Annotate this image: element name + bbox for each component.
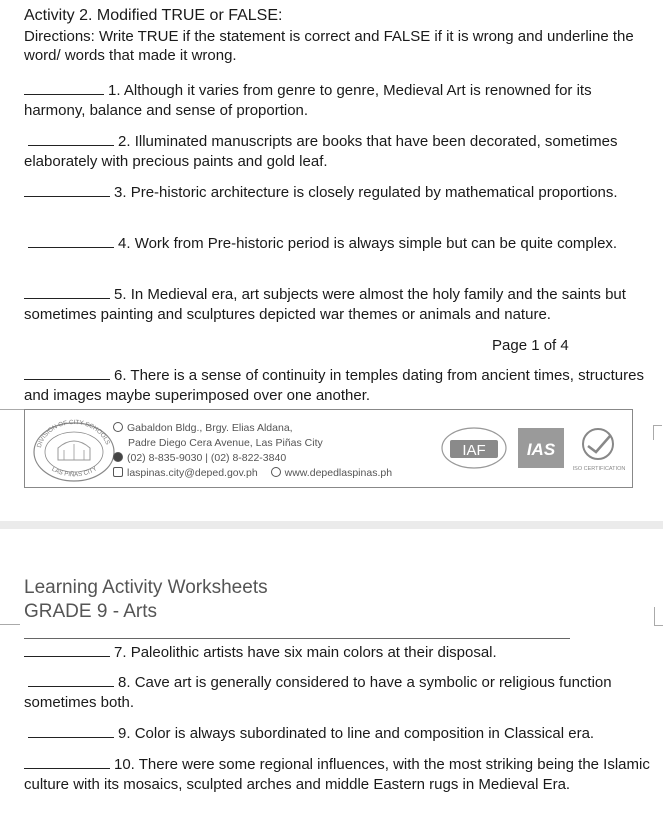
item-text: Pre-historic architecture is closely regulated by mathematical proportions. [130, 184, 618, 201]
item-text: There were some regional influences, with the most striking being the Islamic culture with its mosaics, sculpted arches and middle Eastern rugs in Medieval Era. [24, 756, 650, 793]
item-number: 6. [114, 367, 127, 384]
header-rule [24, 638, 570, 639]
contact-address [113, 421, 392, 481]
answer-blank[interactable] [24, 297, 110, 299]
address-line-1: Gabaldon Bldg., Brgy. Elias Aldana, [127, 422, 293, 434]
item-number: 5. [114, 286, 127, 303]
answer-blank[interactable] [24, 655, 110, 657]
item-text: Paleolithic artists have six main colors at their disposal. [130, 644, 497, 661]
question-item-3 [24, 183, 656, 203]
email-icon [113, 467, 123, 477]
iaf-badge [442, 428, 506, 468]
page-break [0, 521, 663, 529]
item-number: 10. [114, 756, 135, 773]
answer-blank[interactable] [28, 246, 114, 248]
page-number: Page 1 of 4 [492, 337, 569, 354]
item-number: 7. [114, 644, 127, 661]
footer-divider-right [653, 425, 662, 440]
header-divider-right [654, 607, 663, 626]
address-line-2: Padre Diego Cera Avenue, Las Piñas City [128, 437, 323, 449]
question-item-5 [24, 285, 656, 325]
directions-text: Write TRUE if the statement is correct and FALSE if it is wrong and underline the word/ words that made it wrong. [24, 28, 634, 64]
activity-title [24, 7, 282, 25]
answer-blank[interactable] [28, 736, 114, 738]
question-item-8 [24, 673, 656, 713]
iso-text: ISO CERTIFICATION [572, 466, 626, 472]
item-number: 1. [108, 82, 121, 99]
answer-blank[interactable] [24, 93, 104, 95]
division-seal-logo [30, 414, 118, 482]
question-item-9 [24, 724, 656, 744]
answer-blank[interactable] [24, 195, 110, 197]
grade-subject: GRADE 9 - Arts [24, 601, 158, 622]
iso-badge [573, 429, 626, 472]
item-text: Illuminated manuscripts are books that have been decorated, sometimes elaborately with precious paints and gold leaf. [24, 133, 618, 170]
item-text: There is a sense of continuity in temples dating from ancient times, structures and images maybe superimposed over one another. [24, 367, 644, 404]
certification-badges [440, 422, 630, 478]
email-address[interactable]: laspinas.city@deped.gov.ph [127, 467, 258, 479]
question-item-4 [24, 234, 656, 254]
activity-title-label: Activity 2. [24, 7, 93, 24]
answer-blank[interactable] [24, 378, 110, 380]
item-number: 3. [114, 184, 127, 201]
activity-title-text: Modified TRUE or FALSE: [92, 7, 283, 24]
item-number: 2. [118, 133, 131, 150]
seal-text-bottom: LAS PIÑAS CITY [50, 465, 99, 479]
globe-icon [271, 467, 281, 477]
question-item-2 [24, 132, 656, 172]
location-icon [113, 422, 123, 432]
question-item-6 [24, 366, 656, 406]
item-number: 9. [118, 725, 131, 742]
item-text: In Medieval era, art subjects were almost the holy family and the saints but sometimes painting and sculptures depicted war themes or animals and nature. [24, 286, 626, 323]
answer-blank[interactable] [28, 685, 114, 687]
phone-icon [113, 452, 123, 462]
question-item-1 [24, 81, 656, 121]
worksheet-title: Learning Activity Worksheets [24, 577, 268, 598]
iaf-text: IAF [462, 442, 486, 459]
ias-badge [518, 428, 564, 468]
question-item-7 [24, 643, 656, 663]
website-link[interactable]: www.depedlaspinas.ph [284, 467, 393, 479]
ias-text: IAS [526, 440, 556, 459]
question-item-10 [24, 755, 656, 795]
item-text: Although it varies from genre to genre, Medieval Art is renowned for its harmony, balance and sense of proportion. [24, 82, 592, 119]
item-number: 4. [118, 235, 131, 252]
header-divider-left [0, 624, 20, 625]
footer-divider-left [0, 409, 24, 410]
directions [24, 27, 659, 65]
item-text: Color is always subordinated to line and composition in Classical era. [134, 725, 595, 742]
answer-blank[interactable] [28, 144, 114, 146]
directions-label: Directions: [24, 28, 95, 45]
item-text: Work from Pre-historic period is always simple but can be quite complex. [134, 235, 618, 252]
seal-text-top: DIVISION OF CITY SCHOOLS [35, 418, 112, 449]
item-number: 8. [118, 674, 131, 691]
phone-numbers: (02) 8-835-9030 | (02) 8-822-3840 [127, 452, 287, 464]
answer-blank[interactable] [24, 767, 110, 769]
item-text: Cave art is generally considered to have a symbolic or religious function sometimes both. [24, 674, 612, 711]
